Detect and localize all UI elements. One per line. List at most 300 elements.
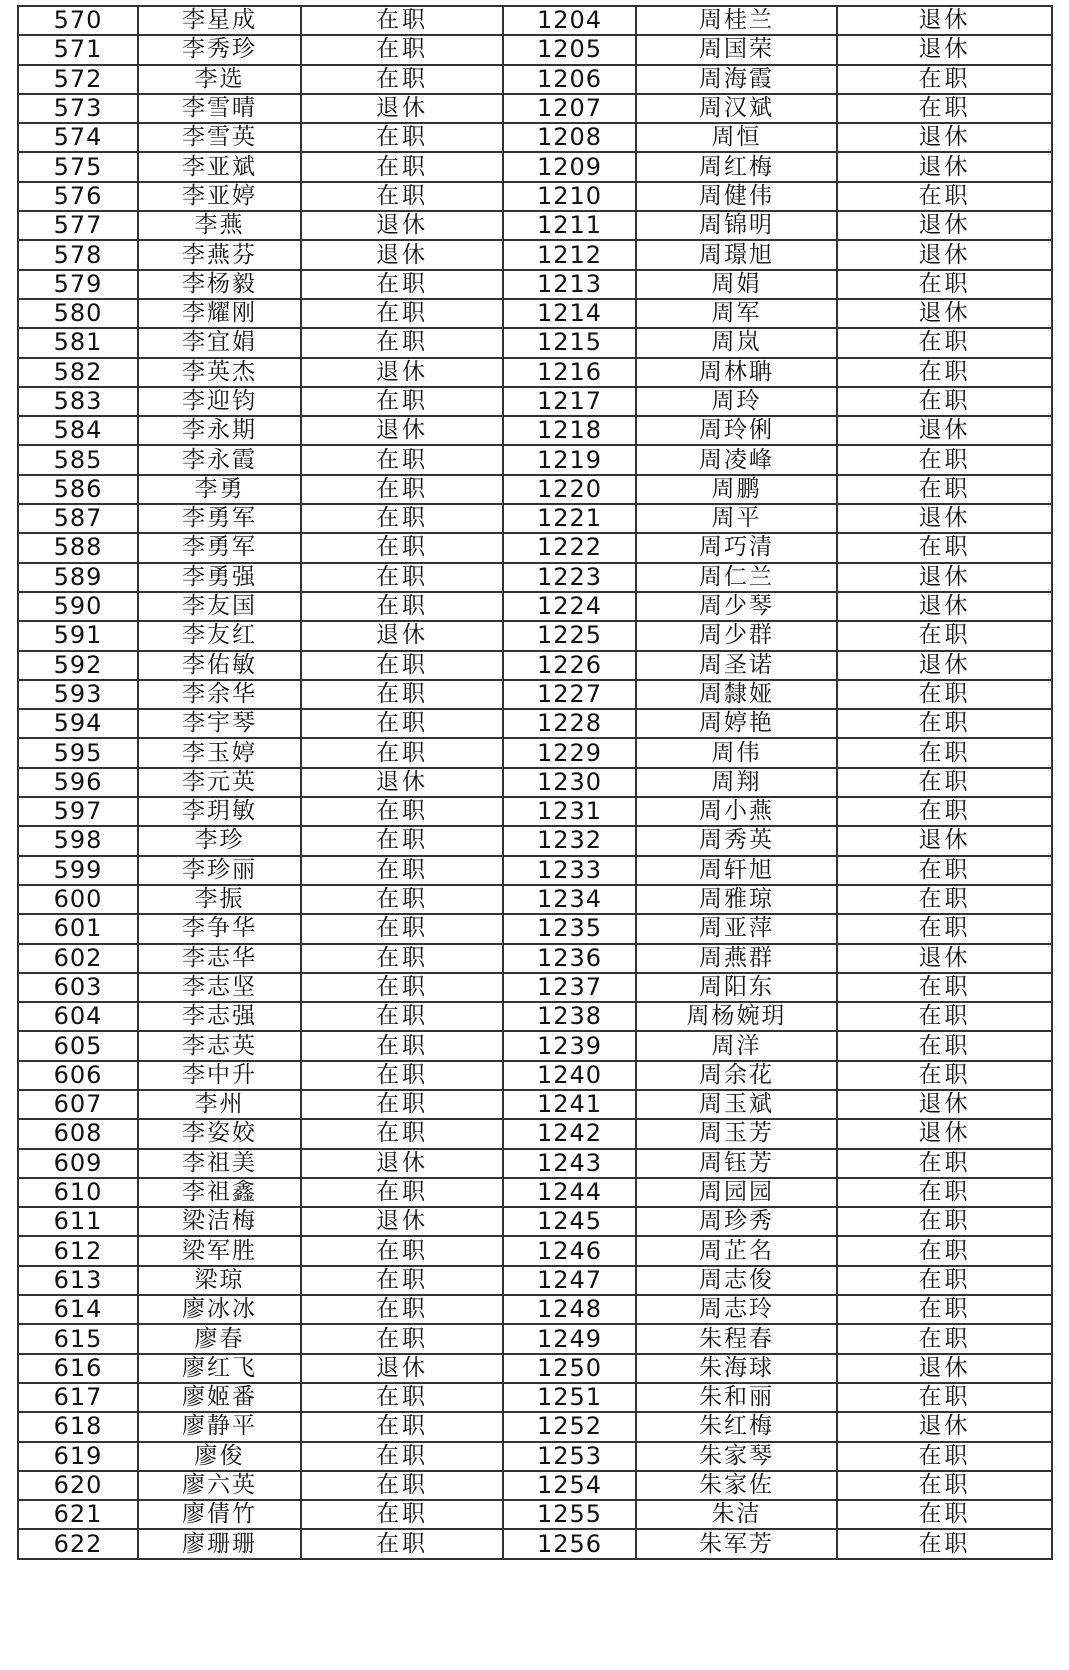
left-number-cell: 610 <box>18 1178 138 1207</box>
table-row <box>18 1412 1052 1441</box>
left-name-cell: 李友红 <box>138 621 301 650</box>
right-number-cell: 1210 <box>503 182 636 211</box>
right-status-cell: 在职 <box>837 1149 1052 1178</box>
left-number-cell: 580 <box>18 299 138 328</box>
right-status-cell: 在职 <box>837 1178 1052 1207</box>
left-name-cell: 梁琼 <box>138 1266 301 1295</box>
left-name-cell: 李志强 <box>138 1002 301 1031</box>
table-row <box>18 1178 1052 1207</box>
right-status-cell: 在职 <box>837 1031 1052 1060</box>
table-row <box>18 1119 1052 1148</box>
right-name-cell: 周玉斌 <box>636 1090 837 1119</box>
left-status-cell: 在职 <box>301 1442 503 1471</box>
table-row <box>18 445 1052 474</box>
left-status-cell: 在职 <box>301 6 503 35</box>
left-number-cell: 587 <box>18 504 138 533</box>
left-number-cell: 609 <box>18 1149 138 1178</box>
right-number-cell: 1225 <box>503 621 636 650</box>
left-name-cell: 李星成 <box>138 6 301 35</box>
left-status-cell: 退休 <box>301 94 503 123</box>
right-status-cell: 在职 <box>837 475 1052 504</box>
left-name-cell: 李英杰 <box>138 358 301 387</box>
table-row <box>18 328 1052 357</box>
right-status-cell: 在职 <box>837 1207 1052 1236</box>
left-name-cell: 李雪英 <box>138 123 301 152</box>
right-number-cell: 1246 <box>503 1236 636 1265</box>
right-status-cell: 在职 <box>837 1471 1052 1500</box>
right-status-cell: 退休 <box>837 944 1052 973</box>
right-status-cell: 在职 <box>837 94 1052 123</box>
left-status-cell: 在职 <box>301 914 503 943</box>
left-number-cell: 613 <box>18 1266 138 1295</box>
left-status-cell: 在职 <box>301 65 503 94</box>
left-name-cell: 李宜娟 <box>138 328 301 357</box>
right-name-cell: 周婷艳 <box>636 709 837 738</box>
left-name-cell: 李元英 <box>138 768 301 797</box>
left-name-cell: 廖六英 <box>138 1471 301 1500</box>
right-number-cell: 1212 <box>503 240 636 269</box>
right-number-cell: 1231 <box>503 797 636 826</box>
left-status-cell: 退休 <box>301 416 503 445</box>
right-name-cell: 朱家佐 <box>636 1471 837 1500</box>
right-name-cell: 周娟 <box>636 270 837 299</box>
left-status-cell: 在职 <box>301 1412 503 1441</box>
right-number-cell: 1238 <box>503 1002 636 1031</box>
left-name-cell: 李州 <box>138 1090 301 1119</box>
left-status-cell: 在职 <box>301 944 503 973</box>
left-number-cell: 598 <box>18 826 138 855</box>
right-name-cell: 朱军芳 <box>636 1529 837 1558</box>
right-name-cell: 周轩旭 <box>636 856 837 885</box>
left-name-cell: 李珍 <box>138 826 301 855</box>
table-row <box>18 592 1052 621</box>
right-name-cell: 周芷名 <box>636 1236 837 1265</box>
left-name-cell: 李秀珍 <box>138 35 301 64</box>
right-status-cell: 在职 <box>837 885 1052 914</box>
right-name-cell: 周岚 <box>636 328 837 357</box>
left-name-cell: 李永期 <box>138 416 301 445</box>
left-number-cell: 602 <box>18 944 138 973</box>
table-row <box>18 211 1052 240</box>
left-status-cell: 在职 <box>301 182 503 211</box>
left-name-cell: 李燕芬 <box>138 240 301 269</box>
right-name-cell: 周志玲 <box>636 1295 837 1324</box>
right-number-cell: 1240 <box>503 1061 636 1090</box>
left-status-cell: 在职 <box>301 885 503 914</box>
left-status-cell: 在职 <box>301 1529 503 1558</box>
right-number-cell: 1208 <box>503 123 636 152</box>
right-number-cell: 1217 <box>503 387 636 416</box>
left-name-cell: 廖倩竹 <box>138 1500 301 1529</box>
right-name-cell: 周珍秀 <box>636 1207 837 1236</box>
left-name-cell: 李亚斌 <box>138 152 301 181</box>
left-number-cell: 594 <box>18 709 138 738</box>
right-status-cell: 在职 <box>837 387 1052 416</box>
left-number-cell: 573 <box>18 94 138 123</box>
left-name-cell: 廖春 <box>138 1324 301 1353</box>
left-name-cell: 廖姬番 <box>138 1383 301 1412</box>
left-name-cell: 李振 <box>138 885 301 914</box>
right-status-cell: 在职 <box>837 1266 1052 1295</box>
table-row <box>18 797 1052 826</box>
right-name-cell: 周玲 <box>636 387 837 416</box>
right-status-cell: 退休 <box>837 1119 1052 1148</box>
left-number-cell: 586 <box>18 475 138 504</box>
roster-table-body <box>18 6 1052 1559</box>
table-row <box>18 240 1052 269</box>
right-status-cell: 退休 <box>837 152 1052 181</box>
table-row <box>18 680 1052 709</box>
table-row <box>18 914 1052 943</box>
left-number-cell: 590 <box>18 592 138 621</box>
right-status-cell: 在职 <box>837 1295 1052 1324</box>
right-name-cell: 周巧清 <box>636 533 837 562</box>
right-number-cell: 1226 <box>503 651 636 680</box>
right-name-cell: 周圣诺 <box>636 651 837 680</box>
right-status-cell: 在职 <box>837 709 1052 738</box>
left-number-cell: 570 <box>18 6 138 35</box>
right-number-cell: 1256 <box>503 1529 636 1558</box>
right-name-cell: 周海霞 <box>636 65 837 94</box>
left-name-cell: 李永霞 <box>138 445 301 474</box>
right-name-cell: 周恒 <box>636 123 837 152</box>
table-row <box>18 1031 1052 1060</box>
right-status-cell: 退休 <box>837 504 1052 533</box>
table-row <box>18 621 1052 650</box>
right-name-cell: 周凌峰 <box>636 445 837 474</box>
right-name-cell: 周亚萍 <box>636 914 837 943</box>
table-row <box>18 1529 1052 1558</box>
left-name-cell: 李勇军 <box>138 504 301 533</box>
right-status-cell: 在职 <box>837 856 1052 885</box>
left-number-cell: 612 <box>18 1236 138 1265</box>
left-status-cell: 退休 <box>301 1354 503 1383</box>
left-status-cell: 在职 <box>301 973 503 1002</box>
right-name-cell: 周林聃 <box>636 358 837 387</box>
table-row <box>18 651 1052 680</box>
right-status-cell: 在职 <box>837 768 1052 797</box>
left-status-cell: 在职 <box>301 1002 503 1031</box>
left-number-cell: 571 <box>18 35 138 64</box>
table-row <box>18 416 1052 445</box>
right-status-cell: 在职 <box>837 621 1052 650</box>
right-name-cell: 周雅琼 <box>636 885 837 914</box>
right-status-cell: 退休 <box>837 416 1052 445</box>
table-row <box>18 504 1052 533</box>
table-row <box>18 709 1052 738</box>
table-row <box>18 270 1052 299</box>
table-row <box>18 1354 1052 1383</box>
right-name-cell: 周玲俐 <box>636 416 837 445</box>
right-number-cell: 1230 <box>503 768 636 797</box>
left-status-cell: 退休 <box>301 621 503 650</box>
right-name-cell: 周璟旭 <box>636 240 837 269</box>
left-number-cell: 614 <box>18 1295 138 1324</box>
left-number-cell: 585 <box>18 445 138 474</box>
left-name-cell: 李选 <box>138 65 301 94</box>
left-status-cell: 在职 <box>301 387 503 416</box>
table-row <box>18 563 1052 592</box>
right-number-cell: 1209 <box>503 152 636 181</box>
right-status-cell: 在职 <box>837 680 1052 709</box>
table-row <box>18 1061 1052 1090</box>
right-number-cell: 1242 <box>503 1119 636 1148</box>
table-row <box>18 299 1052 328</box>
right-status-cell: 在职 <box>837 973 1052 1002</box>
left-status-cell: 在职 <box>301 563 503 592</box>
table-row <box>18 1002 1052 1031</box>
left-number-cell: 578 <box>18 240 138 269</box>
table-row <box>18 1236 1052 1265</box>
right-name-cell: 周鹏 <box>636 475 837 504</box>
right-number-cell: 1247 <box>503 1266 636 1295</box>
left-status-cell: 在职 <box>301 1295 503 1324</box>
right-status-cell: 在职 <box>837 1500 1052 1529</box>
table-row <box>18 885 1052 914</box>
right-name-cell: 周隸娅 <box>636 680 837 709</box>
table-row <box>18 387 1052 416</box>
right-number-cell: 1241 <box>503 1090 636 1119</box>
left-number-cell: 574 <box>18 123 138 152</box>
table-row <box>18 1090 1052 1119</box>
table-row <box>18 1149 1052 1178</box>
left-number-cell: 577 <box>18 211 138 240</box>
left-number-cell: 607 <box>18 1090 138 1119</box>
left-number-cell: 620 <box>18 1471 138 1500</box>
right-status-cell: 在职 <box>837 445 1052 474</box>
left-name-cell: 李亚婷 <box>138 182 301 211</box>
left-status-cell: 在职 <box>301 1500 503 1529</box>
table-row <box>18 944 1052 973</box>
left-number-cell: 583 <box>18 387 138 416</box>
left-number-cell: 576 <box>18 182 138 211</box>
left-number-cell: 618 <box>18 1412 138 1441</box>
right-number-cell: 1218 <box>503 416 636 445</box>
right-status-cell: 在职 <box>837 1529 1052 1558</box>
right-name-cell: 周志俊 <box>636 1266 837 1295</box>
right-name-cell: 周园园 <box>636 1178 837 1207</box>
left-status-cell: 在职 <box>301 1471 503 1500</box>
left-status-cell: 在职 <box>301 1236 503 1265</box>
right-number-cell: 1254 <box>503 1471 636 1500</box>
right-status-cell: 在职 <box>837 1324 1052 1353</box>
left-number-cell: 592 <box>18 651 138 680</box>
right-name-cell: 朱红梅 <box>636 1412 837 1441</box>
table-row <box>18 768 1052 797</box>
left-number-cell: 584 <box>18 416 138 445</box>
right-status-cell: 退休 <box>837 35 1052 64</box>
left-number-cell: 606 <box>18 1061 138 1090</box>
right-name-cell: 朱程春 <box>636 1324 837 1353</box>
table-row <box>18 1266 1052 1295</box>
right-name-cell: 周平 <box>636 504 837 533</box>
table-row <box>18 1471 1052 1500</box>
left-status-cell: 在职 <box>301 270 503 299</box>
right-status-cell: 在职 <box>837 65 1052 94</box>
left-number-cell: 593 <box>18 680 138 709</box>
left-number-cell: 604 <box>18 1002 138 1031</box>
left-status-cell: 在职 <box>301 797 503 826</box>
left-status-cell: 在职 <box>301 1266 503 1295</box>
right-number-cell: 1232 <box>503 826 636 855</box>
left-name-cell: 梁军胜 <box>138 1236 301 1265</box>
left-status-cell: 在职 <box>301 123 503 152</box>
right-number-cell: 1221 <box>503 504 636 533</box>
table-row <box>18 1383 1052 1412</box>
left-number-cell: 581 <box>18 328 138 357</box>
left-status-cell: 退休 <box>301 1207 503 1236</box>
left-name-cell: 李燕 <box>138 211 301 240</box>
left-name-cell: 廖珊珊 <box>138 1529 301 1558</box>
left-status-cell: 在职 <box>301 328 503 357</box>
table-row <box>18 475 1052 504</box>
left-number-cell: 608 <box>18 1119 138 1148</box>
right-status-cell: 在职 <box>837 1383 1052 1412</box>
right-status-cell: 在职 <box>837 270 1052 299</box>
left-name-cell: 李志坚 <box>138 973 301 1002</box>
left-number-cell: 622 <box>18 1529 138 1558</box>
table-row <box>18 123 1052 152</box>
right-status-cell: 在职 <box>837 182 1052 211</box>
right-status-cell: 在职 <box>837 738 1052 767</box>
left-name-cell: 李杨毅 <box>138 270 301 299</box>
right-name-cell: 周军 <box>636 299 837 328</box>
left-status-cell: 在职 <box>301 152 503 181</box>
right-number-cell: 1253 <box>503 1442 636 1471</box>
table-row <box>18 1295 1052 1324</box>
left-name-cell: 李迎钧 <box>138 387 301 416</box>
left-status-cell: 在职 <box>301 826 503 855</box>
left-name-cell: 李玉婷 <box>138 738 301 767</box>
left-name-cell: 李友国 <box>138 592 301 621</box>
left-name-cell: 李玥敏 <box>138 797 301 826</box>
left-status-cell: 退休 <box>301 358 503 387</box>
left-name-cell: 李耀刚 <box>138 299 301 328</box>
right-number-cell: 1205 <box>503 35 636 64</box>
left-status-cell: 在职 <box>301 1324 503 1353</box>
right-name-cell: 周锦明 <box>636 211 837 240</box>
left-status-cell: 在职 <box>301 680 503 709</box>
left-name-cell: 梁洁梅 <box>138 1207 301 1236</box>
left-number-cell: 615 <box>18 1324 138 1353</box>
right-name-cell: 周仁兰 <box>636 563 837 592</box>
right-number-cell: 1255 <box>503 1500 636 1529</box>
left-status-cell: 在职 <box>301 533 503 562</box>
right-number-cell: 1235 <box>503 914 636 943</box>
right-status-cell: 退休 <box>837 563 1052 592</box>
right-name-cell: 周健伟 <box>636 182 837 211</box>
table-row <box>18 94 1052 123</box>
table-row <box>18 826 1052 855</box>
left-status-cell: 退休 <box>301 1149 503 1178</box>
right-name-cell: 朱和丽 <box>636 1383 837 1412</box>
right-status-cell: 退休 <box>837 1354 1052 1383</box>
left-status-cell: 在职 <box>301 1061 503 1090</box>
left-number-cell: 596 <box>18 768 138 797</box>
right-name-cell: 周燕群 <box>636 944 837 973</box>
right-name-cell: 周余花 <box>636 1061 837 1090</box>
left-status-cell: 在职 <box>301 475 503 504</box>
left-name-cell: 李志英 <box>138 1031 301 1060</box>
right-number-cell: 1239 <box>503 1031 636 1060</box>
left-number-cell: 575 <box>18 152 138 181</box>
left-name-cell: 李余华 <box>138 680 301 709</box>
right-number-cell: 1252 <box>503 1412 636 1441</box>
right-status-cell: 退休 <box>837 299 1052 328</box>
left-name-cell: 廖红飞 <box>138 1354 301 1383</box>
right-name-cell: 周伟 <box>636 738 837 767</box>
right-status-cell: 在职 <box>837 797 1052 826</box>
left-number-cell: 617 <box>18 1383 138 1412</box>
right-number-cell: 1213 <box>503 270 636 299</box>
right-number-cell: 1234 <box>503 885 636 914</box>
left-number-cell: 597 <box>18 797 138 826</box>
left-name-cell: 廖静平 <box>138 1412 301 1441</box>
table-row <box>18 358 1052 387</box>
table-row <box>18 856 1052 885</box>
left-number-cell: 582 <box>18 358 138 387</box>
right-status-cell: 在职 <box>837 1442 1052 1471</box>
roster-table <box>17 5 1053 1560</box>
right-name-cell: 周杨婉玥 <box>636 1002 837 1031</box>
right-number-cell: 1215 <box>503 328 636 357</box>
right-status-cell: 在职 <box>837 328 1052 357</box>
table-row <box>18 1324 1052 1353</box>
right-name-cell: 周翔 <box>636 768 837 797</box>
right-number-cell: 1222 <box>503 533 636 562</box>
left-name-cell: 李中升 <box>138 1061 301 1090</box>
right-status-cell: 在职 <box>837 1061 1052 1090</box>
left-name-cell: 李勇 <box>138 475 301 504</box>
right-name-cell: 周阳东 <box>636 973 837 1002</box>
right-number-cell: 1211 <box>503 211 636 240</box>
right-name-cell: 周洋 <box>636 1031 837 1060</box>
left-number-cell: 595 <box>18 738 138 767</box>
right-name-cell: 周钰芳 <box>636 1149 837 1178</box>
right-status-cell: 退休 <box>837 6 1052 35</box>
left-name-cell: 李志华 <box>138 944 301 973</box>
left-name-cell: 李珍丽 <box>138 856 301 885</box>
left-name-cell: 李佑敏 <box>138 651 301 680</box>
right-number-cell: 1243 <box>503 1149 636 1178</box>
right-name-cell: 朱家琴 <box>636 1442 837 1471</box>
right-number-cell: 1236 <box>503 944 636 973</box>
left-status-cell: 在职 <box>301 738 503 767</box>
left-status-cell: 在职 <box>301 709 503 738</box>
left-status-cell: 在职 <box>301 445 503 474</box>
left-name-cell: 李祖鑫 <box>138 1178 301 1207</box>
left-name-cell: 廖俊 <box>138 1442 301 1471</box>
right-number-cell: 1228 <box>503 709 636 738</box>
left-number-cell: 591 <box>18 621 138 650</box>
right-status-cell: 退休 <box>837 651 1052 680</box>
left-number-cell: 616 <box>18 1354 138 1383</box>
left-number-cell: 603 <box>18 973 138 1002</box>
left-number-cell: 619 <box>18 1442 138 1471</box>
right-number-cell: 1227 <box>503 680 636 709</box>
table-row <box>18 65 1052 94</box>
right-name-cell: 周桂兰 <box>636 6 837 35</box>
right-status-cell: 在职 <box>837 533 1052 562</box>
right-name-cell: 周小燕 <box>636 797 837 826</box>
right-status-cell: 在职 <box>837 358 1052 387</box>
right-name-cell: 周汉斌 <box>636 94 837 123</box>
left-number-cell: 599 <box>18 856 138 885</box>
table-row <box>18 973 1052 1002</box>
left-number-cell: 601 <box>18 914 138 943</box>
right-number-cell: 1250 <box>503 1354 636 1383</box>
right-name-cell: 朱海球 <box>636 1354 837 1383</box>
